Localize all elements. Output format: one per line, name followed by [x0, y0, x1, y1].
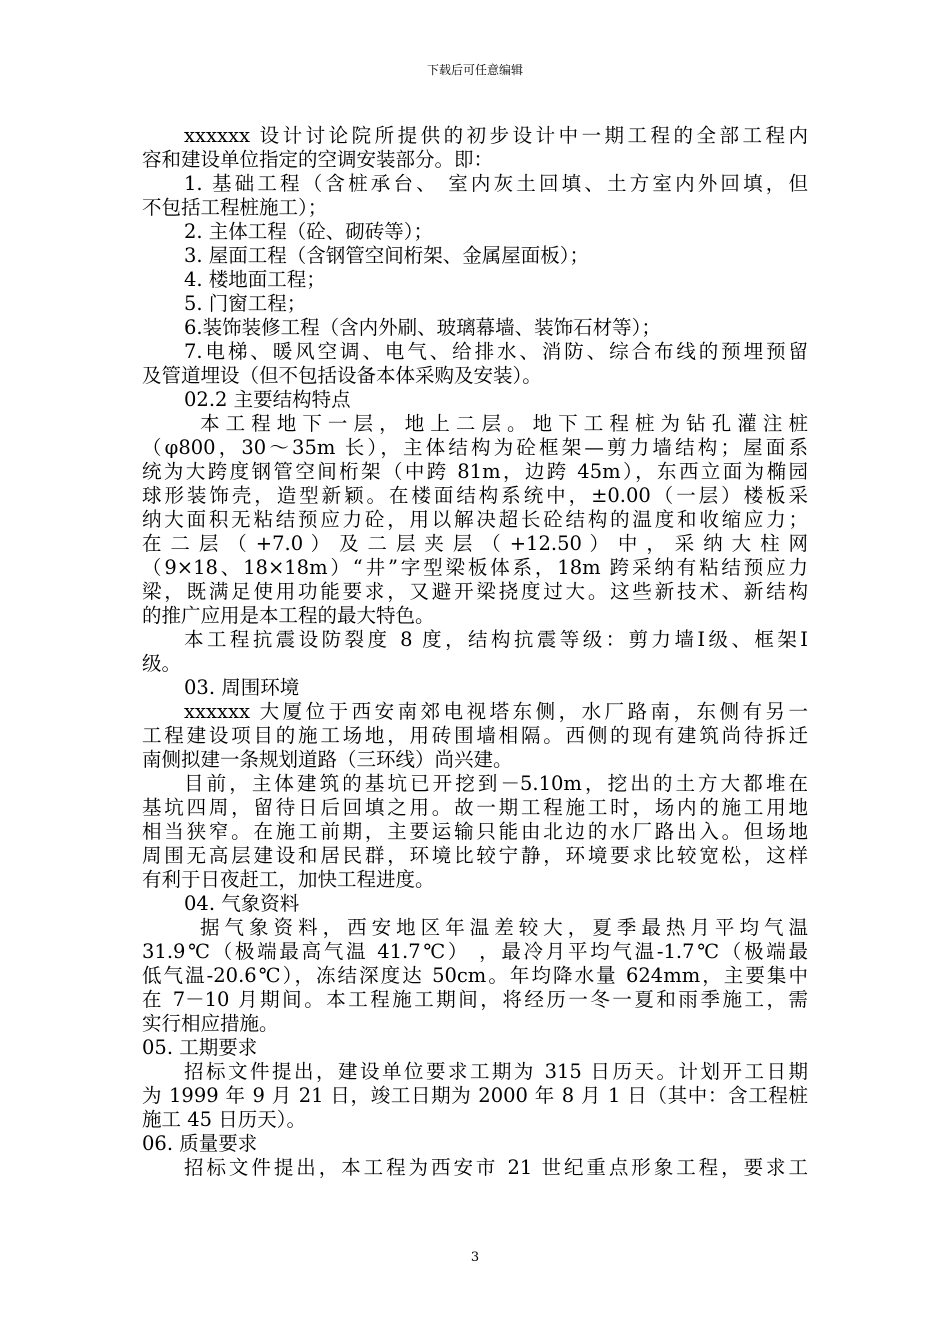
text-line: 4. 楼地面工程；	[184, 268, 326, 291]
text-line: 的推广应用是本工程的最大特色。	[142, 604, 435, 627]
text-line: 3. 屋面工程（含钢管空间桁架、金属屋面板）；	[184, 244, 590, 267]
section-heading: 06. 质量要求	[142, 1132, 258, 1155]
text-line: 球形装饰壳，造型新颖。在楼面结构系统中，±0.00（一层）楼板采	[142, 484, 808, 507]
text-line: 实行相应措施。	[142, 1012, 279, 1035]
text-line: 周围无高层建设和居民群，环境比较宁静，环境要求比较宽松，这样	[142, 844, 808, 867]
text-line: xxxxxx 大厦位于西安南郊电视塔东侧，水厂路南，东侧有另一	[184, 700, 808, 723]
text-line: 有利于日夜赶工，加快工程进度。	[142, 868, 435, 891]
text-line: 南侧拟建一条规划道路（三环线）尚兴建。	[142, 748, 513, 771]
text-line: 6.装饰装修工程（含内外刷、玻璃幕墙、装饰石材等）；	[184, 316, 661, 339]
text-line: 本工程地下一层，地上二层。地下工程桩为钻孔灌注桩	[200, 412, 808, 435]
text-line: 31.9℃（极端最高气温 41.7℃） ，最冷月平均气温-1.7℃（极端最	[142, 940, 808, 963]
section-heading: 02.2 主要结构特点	[184, 388, 351, 411]
text-line: 1. 基础工程（含桩承台、 室内灰土回填、土方室内外回填，但	[184, 172, 808, 195]
text-line: 目前，主体建筑的基坑已开挖到－5.10m，挖出的土方大都堆在	[184, 772, 808, 795]
text-line: 招标文件提出，建设单位要求工期为 315 日历天。计划开工日期	[184, 1060, 808, 1083]
text-line: 7.电梯、暖风空调、电气、给排水、消防、综合布线的预埋预留	[184, 340, 808, 363]
page-header: 下载后可任意编辑	[426, 63, 523, 77]
text-line: xxxxxx 设计讨论院所提供的初步设计中一期工程的全部工程内	[184, 124, 808, 147]
document-body	[142, 124, 808, 1180]
text-line: 招标文件提出，本工程为西安市 21 世纪重点形象工程，要求工	[184, 1156, 808, 1179]
section-heading: 04. 气象资料	[184, 892, 300, 915]
text-line: 据气象资料，西安地区年温差较大，夏季最热月平均气温	[200, 916, 808, 939]
text-line: 5. 门窗工程；	[184, 292, 307, 315]
text-line: 在 二 层 （ +7.0 ） 及 二 层 夹 层 （ +12.50 ） 中 ， 采 纳 大 柱 网	[142, 532, 808, 555]
section-heading: 05. 工期要求	[142, 1036, 258, 1059]
text-line: 施工 45 日历天）。	[142, 1108, 306, 1131]
text-line: （9×18、18×18m）“井”字型梁板体系，18m 跨采纳有粘结预应力	[142, 556, 808, 579]
text-line: 本工程抗震设防裂度 8 度，结构抗震等级：剪力墙Ⅰ级、框架Ⅰ	[184, 628, 808, 651]
text-line: 工程建设项目的施工场地，用砖围墙相隔。西侧的现有建筑尚待拆迁	[142, 724, 808, 747]
text-line: 相当狭窄。在施工前期，主要运输只能由北边的水厂路出入。但场地	[142, 820, 808, 843]
section-heading: 03. 周围环境	[184, 676, 300, 699]
text-line: 级。	[142, 652, 182, 675]
text-line: 梁，既满足使用功能要求，又避开梁挠度过大。这些新技术、新结构	[142, 580, 808, 603]
text-line: 容和建设单位指定的空调安装部分。即：	[142, 148, 494, 171]
text-line: 纳大面积无粘结预应力砼，用以解决超长砼结构的温度和收缩应力；	[142, 508, 808, 531]
text-line: （φ800，30～35m 长），主体结构为砼框架—剪力墙结构；屋面系	[142, 436, 808, 459]
text-line: 低气温-20.6℃），冻结深度达 50cm。年均降水量 624mm，主要集中	[142, 964, 808, 987]
text-line: 为 1999 年 9 月 21 日，竣工日期为 2000 年 8 月 1 日（其中：含工程桩	[142, 1084, 808, 1107]
page-number: 3	[470, 1250, 480, 1265]
text-line: 不包括工程桩施工）；	[142, 196, 328, 219]
text-line: 统为大跨度钢管空间桁架（中跨 81m，边跨 45m），东西立面为椭园	[142, 460, 808, 483]
text-line: 在 7－10 月期间。本工程施工期间，将经历一冬一夏和雨季施工，需	[142, 988, 808, 1011]
text-line: 2. 主体工程（砼、砌砖等）；	[184, 220, 434, 243]
text-line: 基坑四周，留待日后回填之用。故一期工程施工时，场内的施工用地	[142, 796, 808, 819]
text-line: 及管道埋设（但不包括设备本体采购及安装）。	[142, 364, 542, 387]
